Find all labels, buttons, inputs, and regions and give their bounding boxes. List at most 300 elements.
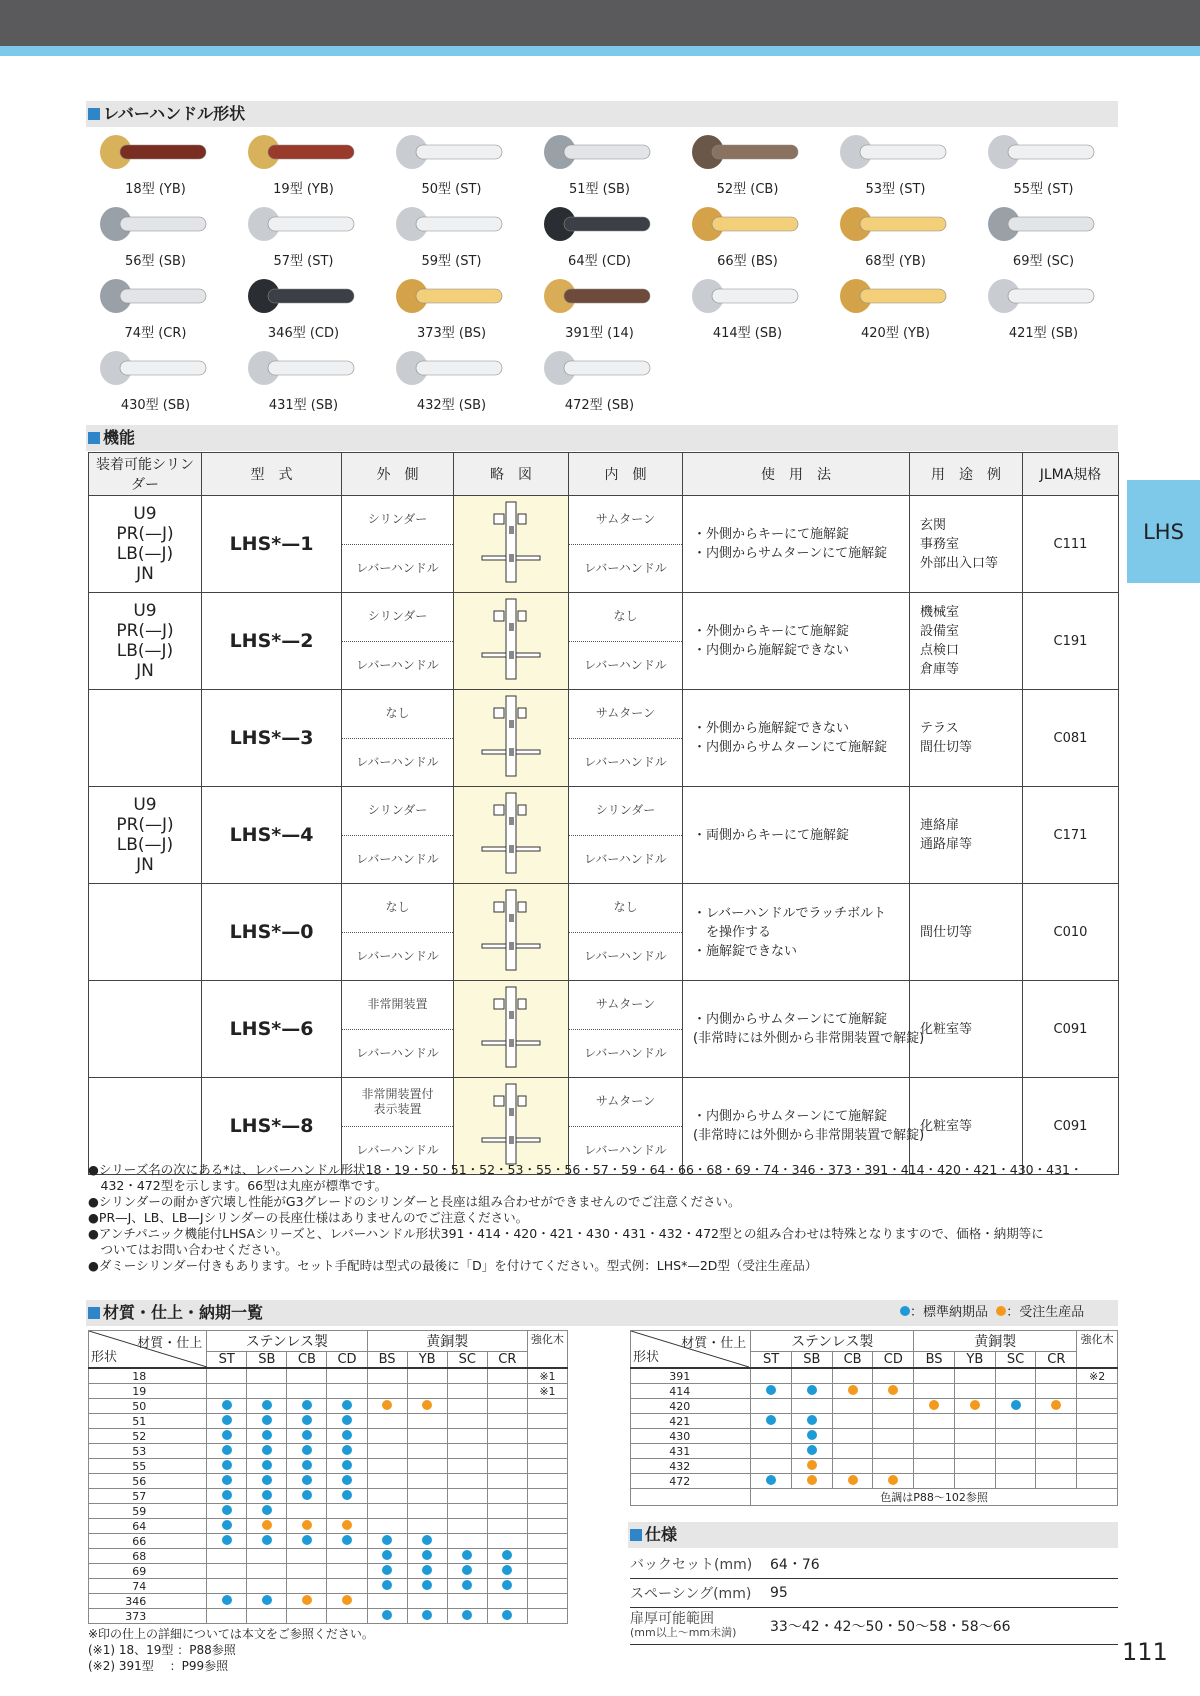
shape-name: 432 bbox=[631, 1459, 751, 1474]
handle-item bbox=[384, 344, 534, 416]
lever-handle-icon bbox=[690, 132, 802, 172]
finish-cell bbox=[751, 1414, 792, 1429]
group-header: 黄銅製 bbox=[914, 1331, 1077, 1352]
usage-cell bbox=[683, 884, 910, 981]
jlma-cell: C191 bbox=[1023, 593, 1119, 690]
note-cell bbox=[527, 1414, 567, 1429]
finish-cell bbox=[287, 1534, 327, 1549]
spec-table bbox=[630, 1550, 1118, 1645]
side-top: シリンダー bbox=[569, 787, 682, 836]
finish-cell bbox=[287, 1609, 327, 1624]
orange-dot-icon bbox=[262, 1520, 272, 1530]
shape-name: 59 bbox=[89, 1504, 207, 1519]
finish-cell bbox=[207, 1504, 247, 1519]
spec-value: 95 bbox=[770, 1585, 788, 1601]
orange-dot-icon bbox=[848, 1385, 858, 1395]
finish-cell bbox=[447, 1444, 487, 1459]
finish-header: CD bbox=[873, 1352, 914, 1369]
finish-cell bbox=[367, 1564, 407, 1579]
finish-cell bbox=[367, 1444, 407, 1459]
blue-dot-icon bbox=[222, 1460, 232, 1470]
blue-dot-icon bbox=[222, 1430, 232, 1440]
blue-dot-icon bbox=[222, 1595, 232, 1605]
table-row bbox=[89, 1444, 568, 1459]
table-row bbox=[89, 1519, 568, 1534]
finish-cell bbox=[327, 1594, 367, 1609]
finish-header: YB bbox=[407, 1352, 447, 1369]
shape-name: 431 bbox=[631, 1444, 751, 1459]
lever-handle-icon bbox=[246, 132, 358, 172]
jlma-cell: C091 bbox=[1023, 981, 1119, 1078]
handle-label: 432型 (SB) bbox=[416, 398, 487, 413]
blue-dot-icon bbox=[262, 1400, 272, 1410]
blue-dot-icon bbox=[766, 1385, 776, 1395]
blue-dot-icon bbox=[807, 1385, 817, 1395]
finish-cell bbox=[914, 1399, 955, 1414]
shape-name: 56 bbox=[89, 1474, 207, 1489]
orange-dot-icon bbox=[807, 1460, 817, 1470]
corner-top-label: 材質・仕上 bbox=[137, 1336, 203, 1351]
handle-item bbox=[976, 200, 1126, 272]
shape-name: 55 bbox=[89, 1459, 207, 1474]
table-row bbox=[89, 1504, 568, 1519]
note-line: ●ダミーシリンダー付きもあります。セット手配時は型式の最後に「D」を付けてください。型式例：LHS*—2D型（受注生産品） bbox=[88, 1258, 818, 1273]
finish-cell bbox=[367, 1414, 407, 1429]
orange-dot-icon bbox=[302, 1595, 312, 1605]
example-line: 間仕切等 bbox=[920, 924, 973, 940]
usage-line: ・内側からサムターンにて施解錠 bbox=[693, 546, 888, 561]
finish-cell bbox=[247, 1504, 287, 1519]
finish-cell bbox=[447, 1474, 487, 1489]
lever-handle-icon bbox=[246, 348, 358, 388]
blue-dot-icon bbox=[502, 1580, 512, 1590]
blue-dot-icon bbox=[342, 1475, 352, 1485]
group-header: ステンレス製 bbox=[751, 1331, 914, 1352]
finish-cell bbox=[207, 1414, 247, 1429]
finish-cell bbox=[487, 1459, 527, 1474]
example-line: 化粧室等 bbox=[920, 1021, 973, 1037]
blue-dot-icon bbox=[302, 1475, 312, 1485]
model-cell: LHS*—6 bbox=[202, 981, 342, 1078]
table-row bbox=[89, 1564, 568, 1579]
outside-cell bbox=[342, 593, 454, 690]
finish-cell bbox=[832, 1474, 873, 1489]
blue-dot-icon bbox=[422, 1535, 432, 1545]
usage-line: ・レバーハンドルでラッチボルト bbox=[693, 905, 887, 921]
orange-dot-icon bbox=[342, 1595, 352, 1605]
shape-name: 346 bbox=[89, 1594, 207, 1609]
finish-cell bbox=[247, 1489, 287, 1504]
finish-cell bbox=[367, 1429, 407, 1444]
function-row bbox=[89, 981, 1119, 1078]
outside-cell bbox=[342, 1078, 454, 1175]
example-line: 外部出入口等 bbox=[920, 555, 999, 571]
jlma-cell: C010 bbox=[1023, 884, 1119, 981]
finish-cell bbox=[873, 1414, 914, 1429]
finish-cell bbox=[207, 1579, 247, 1594]
blue-dot-icon bbox=[222, 1535, 232, 1545]
example-line: テラス bbox=[920, 721, 959, 736]
square-bullet-icon bbox=[88, 108, 100, 120]
note-cell bbox=[1077, 1384, 1118, 1399]
corner-bottom-label: 形状 bbox=[633, 1350, 660, 1365]
table-row bbox=[89, 1474, 568, 1489]
finish-cell bbox=[447, 1579, 487, 1594]
finish-cell bbox=[447, 1564, 487, 1579]
side-bottom: レバーハンドル bbox=[356, 560, 439, 575]
orange-dot-icon bbox=[302, 1520, 312, 1530]
usage-cell bbox=[683, 496, 910, 593]
example-line: 通路扉等 bbox=[920, 837, 973, 852]
example-cell bbox=[910, 884, 1023, 981]
blue-dot-icon bbox=[342, 1445, 352, 1455]
orange-dot-icon bbox=[929, 1400, 939, 1410]
cylinder-type: LB(—J) bbox=[116, 835, 174, 855]
blue-dot-icon bbox=[222, 1445, 232, 1455]
spec-row bbox=[630, 1608, 1118, 1645]
table-row bbox=[631, 1459, 1118, 1474]
finish-cell bbox=[367, 1384, 407, 1399]
finish-cell bbox=[247, 1609, 287, 1624]
handle-label: 52型 (CB) bbox=[716, 182, 779, 197]
note-cell bbox=[527, 1549, 567, 1564]
blue-dot-icon bbox=[262, 1445, 272, 1455]
lock-diagram bbox=[454, 593, 569, 690]
jlma-cell: C081 bbox=[1023, 690, 1119, 787]
table-footnote: 色調はP88～102参照 bbox=[751, 1489, 1118, 1506]
finish-cell bbox=[287, 1594, 327, 1609]
cylinder-cell bbox=[89, 496, 202, 593]
note-cell bbox=[1077, 1429, 1118, 1444]
blue-dot-icon bbox=[502, 1610, 512, 1620]
lock-diagram-icon bbox=[476, 692, 546, 780]
blue-dot-icon bbox=[462, 1610, 472, 1620]
blue-dot-icon bbox=[900, 1306, 910, 1316]
finish-cell bbox=[791, 1444, 832, 1459]
finish-cell bbox=[327, 1399, 367, 1414]
finish-header: ST bbox=[751, 1352, 792, 1369]
handle-label: 57型 (ST) bbox=[273, 254, 334, 269]
side-top: なし bbox=[342, 690, 453, 739]
handle-item bbox=[532, 200, 682, 272]
finish-cell bbox=[954, 1444, 995, 1459]
finish-header: SC bbox=[447, 1352, 487, 1369]
square-bullet-icon bbox=[88, 432, 100, 444]
lever-handle-icon bbox=[838, 204, 950, 244]
side-bottom: レバーハンドル bbox=[584, 1045, 667, 1060]
finish-cell bbox=[914, 1474, 955, 1489]
example-line: 設備室 bbox=[920, 624, 960, 639]
finish-cell bbox=[327, 1609, 367, 1624]
finish-cell bbox=[751, 1444, 792, 1459]
finish-cell bbox=[487, 1549, 527, 1564]
finish-cell bbox=[791, 1414, 832, 1429]
finish-cell bbox=[1036, 1444, 1077, 1459]
note-cell bbox=[527, 1459, 567, 1474]
finish-cell bbox=[407, 1504, 447, 1519]
jlma-cell: C171 bbox=[1023, 787, 1119, 884]
finish-cell bbox=[487, 1504, 527, 1519]
blue-dot-icon bbox=[342, 1415, 352, 1425]
finish-cell bbox=[447, 1609, 487, 1624]
handle-label: 472型 (SB) bbox=[564, 398, 635, 413]
finish-cell bbox=[407, 1429, 447, 1444]
finish-cell bbox=[487, 1384, 527, 1399]
note-cell bbox=[527, 1444, 567, 1459]
inside-cell bbox=[569, 981, 683, 1078]
finish-cell bbox=[287, 1579, 327, 1594]
blue-dot-icon bbox=[262, 1475, 272, 1485]
finish-cell bbox=[247, 1399, 287, 1414]
blue-dot-icon bbox=[502, 1565, 512, 1575]
lever-handle-icon bbox=[98, 204, 210, 244]
finish-cell bbox=[447, 1368, 487, 1384]
cylinder-type: U9 bbox=[133, 504, 157, 524]
usage-line: ・内側からサムターンにて施解錠 bbox=[693, 1109, 888, 1124]
inside-cell bbox=[569, 787, 683, 884]
side-bottom: レバーハンドル bbox=[356, 1045, 439, 1060]
lock-diagram bbox=[454, 1078, 569, 1175]
finish-cell bbox=[367, 1399, 407, 1414]
finish-cell bbox=[873, 1444, 914, 1459]
orange-dot-icon bbox=[848, 1475, 858, 1485]
finish-cell bbox=[367, 1368, 407, 1384]
inside-cell bbox=[569, 593, 683, 690]
note-cell bbox=[1077, 1459, 1118, 1474]
function-row bbox=[89, 593, 1119, 690]
handle-label: 55型 (ST) bbox=[1013, 182, 1074, 197]
blue-dot-icon bbox=[342, 1400, 352, 1410]
model-cell: LHS*—3 bbox=[202, 690, 342, 787]
note-cell bbox=[1077, 1414, 1118, 1429]
finish-cell bbox=[447, 1534, 487, 1549]
finish-cell bbox=[247, 1384, 287, 1399]
shape-name: 430 bbox=[631, 1429, 751, 1444]
finish-cell bbox=[247, 1564, 287, 1579]
side-top: なし bbox=[569, 593, 682, 642]
note-cell bbox=[527, 1504, 567, 1519]
handle-label: 414型 (SB) bbox=[712, 326, 783, 341]
model-cell: LHS*—4 bbox=[202, 787, 342, 884]
side-index-tab[interactable]: LHS bbox=[1127, 480, 1200, 583]
lever-handle-icon bbox=[986, 132, 1098, 172]
table-row bbox=[631, 1429, 1118, 1444]
finish-cell bbox=[751, 1384, 792, 1399]
finish-cell bbox=[914, 1459, 955, 1474]
finish-cell bbox=[487, 1399, 527, 1414]
shape-name: 373 bbox=[89, 1609, 207, 1624]
finish-cell bbox=[367, 1594, 407, 1609]
side-top: シリンダー bbox=[342, 593, 453, 642]
note-cell bbox=[527, 1594, 567, 1609]
finish-cell bbox=[207, 1519, 247, 1534]
table-row bbox=[89, 1534, 568, 1549]
note-cell: ※1 bbox=[527, 1368, 567, 1384]
inside-cell bbox=[569, 690, 683, 787]
usage-cell bbox=[683, 1078, 925, 1175]
spec-key-sub: (mm以上～mm未満) bbox=[630, 1626, 737, 1639]
table-corner bbox=[89, 1331, 207, 1369]
square-bullet-icon bbox=[630, 1529, 642, 1541]
blue-dot-icon bbox=[302, 1490, 312, 1500]
blue-dot-icon bbox=[502, 1550, 512, 1560]
finish-cell bbox=[914, 1414, 955, 1429]
usage-cell bbox=[683, 690, 910, 787]
cylinder-type: U9 bbox=[133, 795, 157, 815]
finish-cell bbox=[914, 1444, 955, 1459]
finish-cell bbox=[247, 1368, 287, 1384]
finish-cell bbox=[447, 1414, 487, 1429]
side-bottom: レバーハンドル bbox=[356, 754, 439, 769]
finish-cell bbox=[327, 1414, 367, 1429]
finish-cell bbox=[247, 1549, 287, 1564]
finish-cell bbox=[995, 1444, 1036, 1459]
finish-cell bbox=[407, 1368, 447, 1384]
outside-cell bbox=[342, 787, 454, 884]
finish-cell bbox=[207, 1384, 247, 1399]
finish-cell bbox=[407, 1444, 447, 1459]
blue-dot-icon bbox=[222, 1490, 232, 1500]
finish-cell bbox=[207, 1534, 247, 1549]
lock-diagram-icon bbox=[476, 983, 546, 1071]
handle-item bbox=[828, 128, 978, 200]
handle-item bbox=[88, 344, 238, 416]
side-top: シリンダー bbox=[342, 496, 453, 545]
table-row bbox=[631, 1368, 1118, 1384]
orange-dot-icon bbox=[807, 1475, 817, 1485]
lever-handle-icon bbox=[986, 276, 1098, 316]
blue-dot-icon bbox=[302, 1445, 312, 1455]
finish-header: CR bbox=[487, 1352, 527, 1369]
finish-cell bbox=[287, 1459, 327, 1474]
finish-cell bbox=[487, 1474, 527, 1489]
side-bottom: レバーハンドル bbox=[356, 1142, 439, 1157]
column-header: 略 図 bbox=[454, 453, 569, 496]
side-top: サムターン bbox=[569, 1078, 682, 1127]
lever-handle-icon bbox=[986, 204, 1098, 244]
note-cell bbox=[1077, 1474, 1118, 1489]
table-row bbox=[89, 1609, 568, 1624]
blue-dot-icon bbox=[382, 1550, 392, 1560]
side-top: サムターン bbox=[569, 981, 682, 1030]
cylinder-cell bbox=[89, 787, 202, 884]
handle-item bbox=[532, 344, 682, 416]
blue-dot-icon bbox=[262, 1490, 272, 1500]
model-cell: LHS*—8 bbox=[202, 1078, 342, 1175]
shape-name: 66 bbox=[89, 1534, 207, 1549]
lever-handle-icon bbox=[394, 132, 506, 172]
finish-cell bbox=[247, 1474, 287, 1489]
finish-cell bbox=[487, 1414, 527, 1429]
finish-cell bbox=[367, 1534, 407, 1549]
handle-item bbox=[976, 272, 1126, 344]
cylinder-type: PR(—J) bbox=[116, 524, 174, 544]
function-table bbox=[88, 452, 1119, 1175]
handle-label: 68型 (YB) bbox=[865, 254, 926, 269]
finish-cell bbox=[207, 1368, 247, 1384]
side-bottom: レバーハンドル bbox=[584, 560, 667, 575]
spec-key: スペーシング(mm) bbox=[630, 1586, 752, 1602]
orange-dot-icon bbox=[888, 1385, 898, 1395]
finish-cell bbox=[327, 1444, 367, 1459]
function-row bbox=[89, 787, 1119, 884]
column-header: 内 側 bbox=[569, 453, 683, 496]
cylinder-type: JN bbox=[136, 661, 154, 681]
finish-header: CB bbox=[832, 1352, 873, 1369]
finish-cell bbox=[327, 1504, 367, 1519]
handle-label: 64型 (CD) bbox=[568, 254, 631, 269]
finish-cell bbox=[487, 1444, 527, 1459]
lock-diagram bbox=[454, 981, 569, 1078]
usage-line: ・施解錠できない bbox=[693, 943, 798, 959]
finish-cell bbox=[447, 1549, 487, 1564]
lever-handle-icon bbox=[542, 132, 654, 172]
finish-cell bbox=[207, 1444, 247, 1459]
column-header: JLMA規格 bbox=[1023, 453, 1119, 496]
lever-handle-icon bbox=[98, 132, 210, 172]
blue-dot-icon bbox=[302, 1415, 312, 1425]
blue-dot-icon bbox=[422, 1610, 432, 1620]
column-header: 用 途 例 bbox=[910, 453, 1023, 496]
finish-cell bbox=[1036, 1429, 1077, 1444]
blue-dot-icon bbox=[342, 1490, 352, 1500]
blue-dot-icon bbox=[262, 1505, 272, 1515]
handle-label: 420型 (YB) bbox=[861, 326, 930, 341]
handle-item bbox=[532, 128, 682, 200]
finish-header: SC bbox=[995, 1352, 1036, 1369]
handle-item bbox=[680, 200, 830, 272]
lever-handle-icon bbox=[98, 276, 210, 316]
finish-cell bbox=[367, 1504, 407, 1519]
handle-label: 421型 (SB) bbox=[1008, 326, 1079, 341]
cylinder-type: JN bbox=[136, 564, 154, 584]
example-cell bbox=[910, 1078, 1023, 1175]
finish-cell bbox=[914, 1368, 955, 1384]
finish-cell bbox=[247, 1459, 287, 1474]
finish-cell bbox=[995, 1459, 1036, 1474]
shape-name: 69 bbox=[89, 1564, 207, 1579]
finish-cell bbox=[832, 1399, 873, 1414]
finish-cell bbox=[247, 1414, 287, 1429]
material-note: (※1) 18、19型 ：P88参照 bbox=[88, 1643, 236, 1657]
note-cell bbox=[1077, 1444, 1118, 1459]
finish-cell bbox=[407, 1579, 447, 1594]
handle-item bbox=[236, 344, 386, 416]
example-line: 間仕切等 bbox=[920, 740, 973, 755]
finish-cell bbox=[487, 1429, 527, 1444]
finish-cell bbox=[791, 1429, 832, 1444]
handle-label: 346型 (CD) bbox=[267, 326, 340, 341]
finish-cell bbox=[873, 1459, 914, 1474]
example-line: 点検口 bbox=[920, 643, 960, 658]
finish-cell bbox=[287, 1399, 327, 1414]
cylinder-cell bbox=[89, 1078, 202, 1175]
handle-label: 431型 (SB) bbox=[268, 398, 339, 413]
usage-line: (非常時には外側から非常開装置で解錠) bbox=[693, 1128, 925, 1143]
finish-cell bbox=[447, 1399, 487, 1414]
finish-cell bbox=[407, 1519, 447, 1534]
blue-dot-icon bbox=[462, 1580, 472, 1590]
finish-cell bbox=[207, 1489, 247, 1504]
finish-cell bbox=[327, 1519, 367, 1534]
cylinder-type: JN bbox=[136, 855, 154, 875]
note-cell bbox=[527, 1489, 567, 1504]
finish-cell bbox=[207, 1564, 247, 1579]
finish-cell bbox=[995, 1399, 1036, 1414]
group-header: ステンレス製 bbox=[207, 1331, 367, 1352]
material-section-header: 材質・仕上・納期一覧 bbox=[86, 1300, 1118, 1326]
side-top: シリンダー bbox=[342, 787, 453, 836]
